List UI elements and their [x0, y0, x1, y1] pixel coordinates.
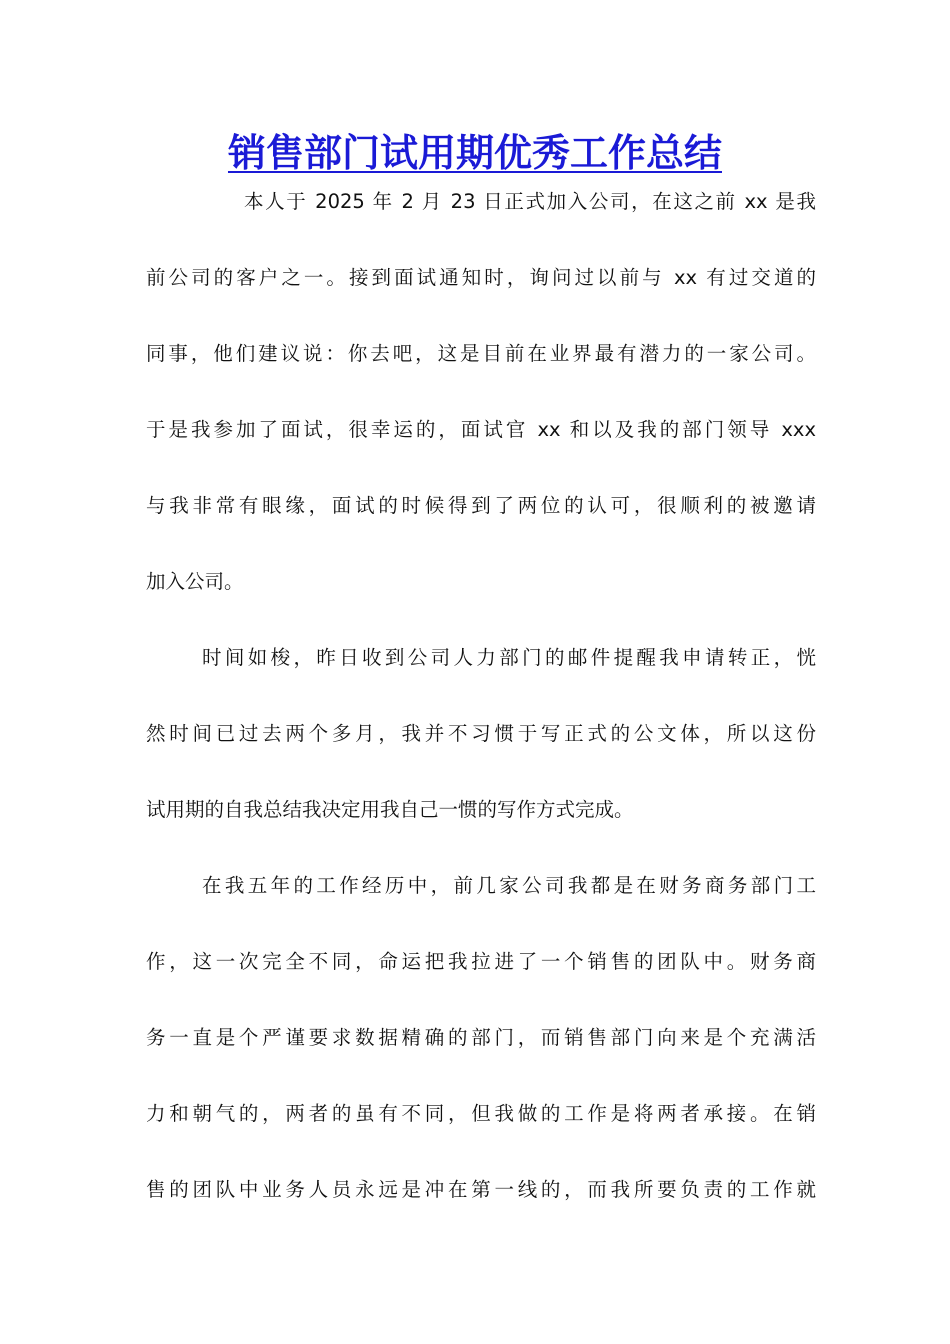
paragraph-line: 与我非常有眼缘，面试的时候得到了两位的认可，很顺利的被邀请	[146, 494, 816, 517]
paragraph-line: 务一直是个严谨要求数据精确的部门，而销售部门向来是个充满活	[146, 1026, 816, 1049]
paragraph-line: 售的团队中业务人员永远是冲在第一线的，而我所要负责的工作就	[146, 1178, 816, 1201]
paragraph-line: 前公司的客户之一。接到面试通知时，询问过以前与 xx 有过交道的	[146, 266, 816, 289]
document-body	[146, 164, 816, 1228]
paragraph-line: 同事，他们建议说：你去吧，这是目前在业界最有潜力的一家公司。	[146, 342, 816, 365]
paragraph-line: 于是我参加了面试，很幸运的，面试官 xx 和以及我的部门领导 xxx	[146, 418, 816, 441]
paragraph-line: 然时间已过去两个多月，我并不习惯于写正式的公文体，所以这份	[146, 722, 816, 745]
paragraph-line: 力和朝气的，两者的虽有不同，但我做的工作是将两者承接。在销	[146, 1102, 816, 1125]
paragraph-line: 加入公司。	[146, 570, 244, 593]
paragraph-line: 本人于 2025 年 2 月 23 日正式加入公司，在这之前 xx 是我	[244, 190, 816, 213]
paragraph-line: 时间如梭，昨日收到公司人力部门的邮件提醒我申请转正，恍	[202, 646, 816, 669]
document-title: 销售部门试用期优秀工作总结	[227, 130, 722, 175]
paragraph-line: 在我五年的工作经历中，前几家公司我都是在财务商务部门工	[202, 874, 816, 897]
paragraph-line: 试用期的自我总结我决定用我自己一惯的写作方式完成。	[146, 798, 634, 821]
paragraph-line: 作，这一次完全不同，命运把我拉进了一个销售的团队中。财务商	[146, 950, 816, 973]
